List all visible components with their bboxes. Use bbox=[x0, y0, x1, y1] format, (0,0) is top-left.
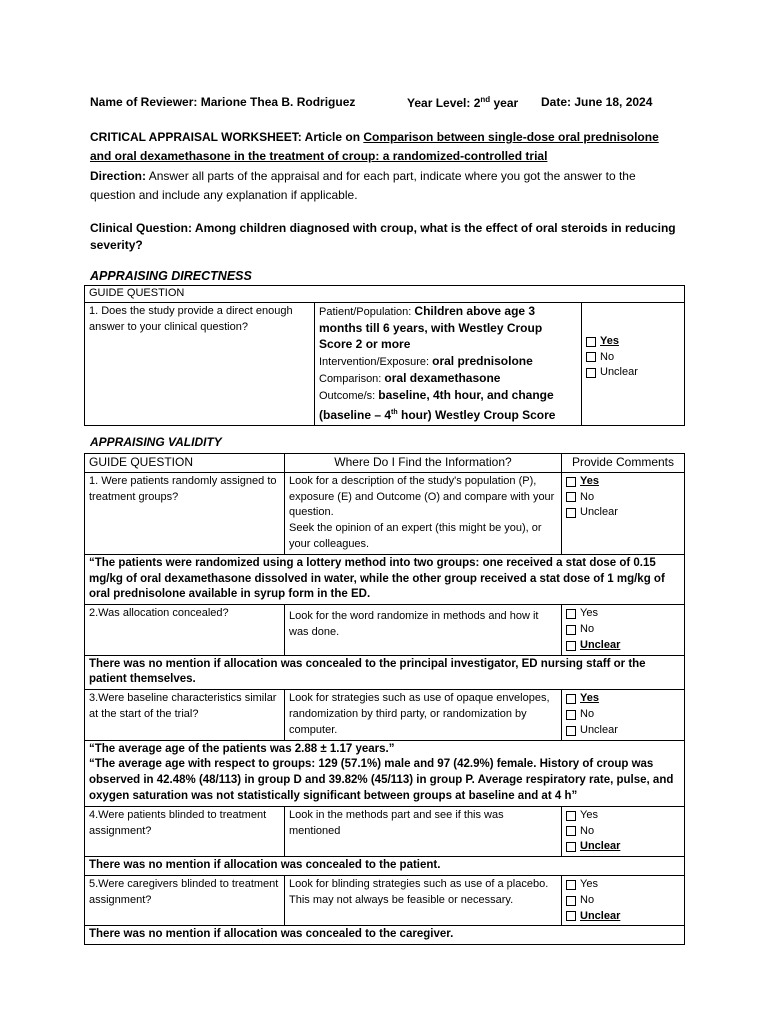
checkbox-no[interactable]: No bbox=[566, 893, 680, 909]
col-guide-question: GUIDE QUESTION bbox=[85, 454, 285, 473]
checkbox-unclear[interactable]: Unclear bbox=[566, 839, 680, 855]
validity-comment-3: “The average age of the patients was 2.88 ± 1.17 years.” “The average age with respect to groups: 129 (57.1%) male and 97 (42.9%) female. History of croup was observed in 42.48% (48/113) in group D and 39.82% (45/113) in group P. Average respiratory rate, pulse, and oxygen saturation was not statistically significant between groups at baseline and at 4 h” bbox=[85, 740, 685, 806]
pico-outcome: Outcome/s: baseline, 4th hour, and change (baseline – 4th hour) Westley Croup Score bbox=[319, 387, 556, 422]
directness-answer bbox=[582, 302, 685, 426]
checkbox-unclear[interactable]: Unclear bbox=[566, 638, 680, 654]
validity-question-2: 2.Was allocation concealed? bbox=[85, 605, 285, 655]
validity-where-4: Look in the methods part and see if this was mentioned bbox=[285, 806, 562, 856]
validity-answer-5 bbox=[562, 875, 685, 925]
checkbox-unclear[interactable]: Unclear bbox=[566, 505, 680, 521]
pico-comparison: Comparison: oral dexamethasone bbox=[319, 370, 501, 385]
year-level: Year Level: 2nd year bbox=[407, 95, 519, 110]
checkbox-yes[interactable]: Yes bbox=[566, 691, 680, 707]
checkbox-unclear[interactable]: Unclear bbox=[566, 723, 680, 739]
validity-question-1: 1. Were patients randomly assigned to treatment groups? bbox=[85, 472, 285, 554]
validity-answer-4 bbox=[562, 806, 685, 856]
checkbox-no[interactable]: No bbox=[566, 622, 680, 638]
validity-question-4: 4.Were patients blinded to treatment assignment? bbox=[85, 806, 285, 856]
checkbox-no[interactable]: No bbox=[566, 707, 680, 723]
pico-population: Patient/Population: Children above age 3 months till 6 years, with Westley Croup Score 2 or more bbox=[319, 303, 543, 352]
checkbox-yes[interactable]: Yes bbox=[586, 334, 680, 350]
reviewer-name: Name of Reviewer: Marione Thea B. Rodriguez bbox=[90, 95, 356, 109]
directness-heading: APPRAISING DIRECTNESS bbox=[90, 269, 252, 283]
checkbox-no[interactable]: No bbox=[566, 490, 680, 506]
validity-answer-2 bbox=[562, 605, 685, 655]
col-where: Where Do I Find the Information? bbox=[285, 454, 562, 473]
validity-question-3: 3.Were baseline characteristics similar at the start of the trial? bbox=[85, 690, 285, 740]
checkbox-no[interactable]: No bbox=[566, 824, 680, 840]
validity-comment-4: There was no mention if allocation was concealed to the patient. bbox=[85, 857, 685, 876]
checkbox-no[interactable]: No bbox=[586, 350, 680, 366]
checkbox-yes[interactable]: Yes bbox=[566, 606, 680, 622]
validity-answer-3 bbox=[562, 690, 685, 740]
checkbox-yes[interactable]: Yes bbox=[566, 808, 680, 824]
article-title: Comparison between single-dose oral prednisolone and oral dexamethasone in the treatment of croup: a randomized-controlled trial bbox=[90, 130, 659, 163]
checkbox-yes[interactable]: Yes bbox=[566, 877, 680, 893]
review-date: Date: June 18, 2024 bbox=[541, 95, 653, 109]
pico-intervention: Intervention/Exposure: oral prednisolone bbox=[319, 354, 533, 369]
checkbox-unclear[interactable]: Unclear bbox=[566, 909, 680, 925]
pico-cell bbox=[315, 302, 582, 426]
worksheet-title: CRITICAL APPRAISAL WORKSHEET: Article on Comparison between single-dose oral prednisolone and oral dexamethasone in the treatment of croup: a randomized-controlled trial bbox=[90, 130, 659, 163]
validity-where-5: Look for blinding strategies such as use of a placebo. This may not always be feasible or necessary. bbox=[285, 875, 562, 925]
validity-comment-5: There was no mention if allocation was concealed to the caregiver. bbox=[85, 926, 685, 945]
direction: Direction: Answer all parts of the appraisal and for each part, indicate where you got the answer to the question and include any explanation if applicable. bbox=[90, 169, 636, 202]
validity-answer-1 bbox=[562, 472, 685, 554]
validity-table bbox=[84, 453, 685, 945]
validity-where-3: Look for strategies such as use of opaque envelopes, randomization by third party, or randomization by computer. bbox=[285, 690, 562, 740]
validity-where-1: Look for a description of the study's population (P), exposure (E) and Outcome (O) and compare with your question. Seek the opinion of an expert (this might be you), or your colleagues. bbox=[285, 472, 562, 554]
guide-question-header: GUIDE QUESTION bbox=[85, 286, 685, 303]
clinical-question: Clinical Question: Among children diagnosed with croup, what is the effect of oral steroids in reducing severity? bbox=[90, 221, 676, 252]
validity-heading: APPRAISING VALIDITY bbox=[90, 435, 222, 449]
col-comments: Provide Comments bbox=[562, 454, 685, 473]
validity-where-2: Look for the word randomize in methods and how it was done. bbox=[285, 605, 562, 655]
validity-comment-1: “The patients were randomized using a lottery method into two groups: one received a stat dose of 0.15 mg/kg of oral dexamethasone dissolved in water, while the other group received a stat dose of 1 mg/kg of oral prednisolone available in syrup form in the ED. bbox=[85, 554, 685, 604]
validity-comment-2: There was no mention if allocation was concealed to the principal investigator, ED nursing staff or the patient themselves. bbox=[85, 655, 685, 690]
directness-table bbox=[84, 285, 685, 426]
checkbox-yes[interactable]: Yes bbox=[566, 474, 680, 490]
validity-question-5: 5.Were caregivers blinded to treatment assignment? bbox=[85, 875, 285, 925]
directness-question: 1. Does the study provide a direct enough answer to your clinical question? bbox=[85, 302, 315, 426]
checkbox-unclear[interactable]: Unclear bbox=[586, 365, 680, 381]
